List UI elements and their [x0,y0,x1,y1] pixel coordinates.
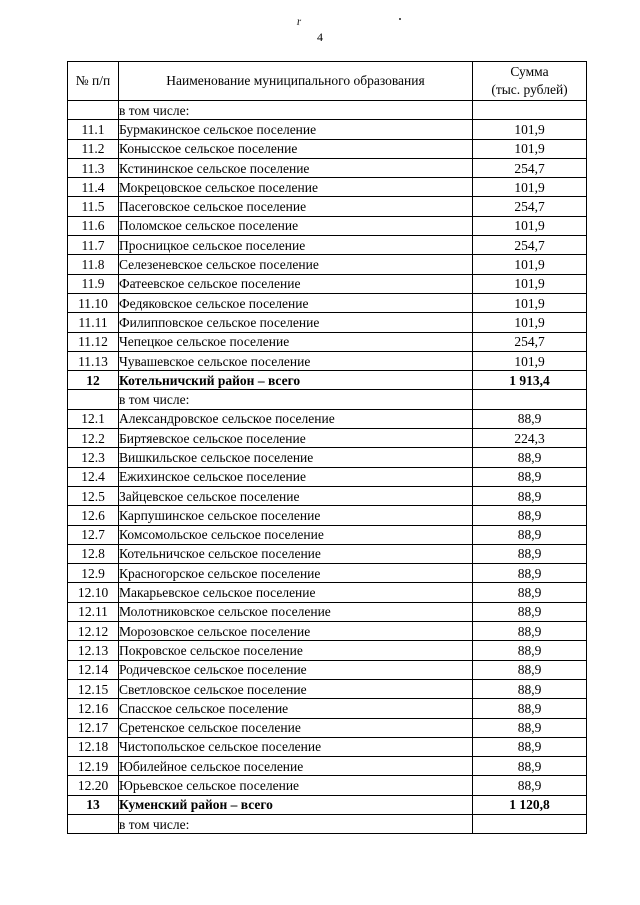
table-row [68,699,587,718]
row-number: 12.5 [68,486,119,505]
header-sum-unit: (тыс. рублей) [491,82,568,97]
row-amount: 88,9 [473,583,587,602]
row-amount: 254,7 [473,158,587,177]
table-header-row [68,62,587,101]
table-row [68,313,587,332]
row-name: Федяковское сельское поселение [119,293,473,312]
table-row [68,371,587,390]
table-row [68,101,587,120]
row-name: Мокрецовское сельское поселение [119,178,473,197]
row-number: 11.7 [68,236,119,255]
table-row [68,583,587,602]
row-amount: 88,9 [473,602,587,621]
table-row [68,776,587,795]
table-row [68,622,587,641]
row-number: 12.8 [68,544,119,563]
row-number: 12.15 [68,679,119,698]
table-row [68,293,587,312]
row-name: Комсомольское сельское поселение [119,525,473,544]
row-amount: 88,9 [473,737,587,756]
row-name: Фатеевское сельское поселение [119,274,473,293]
table-row [68,814,587,833]
table-row [68,139,587,158]
row-name: Макарьевское сельское поселение [119,583,473,602]
row-number: 13 [68,795,119,814]
table-row [68,178,587,197]
row-number: 11.11 [68,313,119,332]
row-number: 11.10 [68,293,119,312]
row-number: 12.16 [68,699,119,718]
row-amount: 88,9 [473,679,587,698]
row-number: 12.2 [68,429,119,448]
row-amount: 101,9 [473,120,587,139]
row-number: 12.9 [68,564,119,583]
row-amount [473,390,587,409]
row-name: Биртяевское сельское поселение [119,429,473,448]
table-row [68,409,587,428]
row-number: 12.14 [68,660,119,679]
row-amount: 88,9 [473,757,587,776]
row-amount: 88,9 [473,564,587,583]
row-name: Чистопольское сельское поселение [119,737,473,756]
row-number: 12.19 [68,757,119,776]
table-row [68,564,587,583]
row-number: 12 [68,371,119,390]
row-name: Бурмакинское сельское поселение [119,120,473,139]
table-row [68,467,587,486]
row-name: Зайцевское сельское поселение [119,486,473,505]
row-amount: 101,9 [473,139,587,158]
table-row [68,158,587,177]
table-row [68,332,587,351]
row-number: 12.3 [68,448,119,467]
row-amount: 101,9 [473,351,587,370]
table-row [68,236,587,255]
row-number: 12.17 [68,718,119,737]
table-row [68,274,587,293]
row-number [68,814,119,833]
row-name: Светловское сельское поселение [119,679,473,698]
scan-dot [399,18,401,20]
table-row [68,486,587,505]
row-name: в том числе: [119,101,473,120]
row-name: Кстининское сельское поселение [119,158,473,177]
table-row [68,602,587,621]
row-name: Юбилейное сельское поселение [119,757,473,776]
row-amount [473,814,587,833]
scan-mark: r [296,13,303,29]
table-row [68,390,587,409]
row-number [68,101,119,120]
row-number: 11.5 [68,197,119,216]
row-name: в том числе: [119,814,473,833]
row-amount [473,101,587,120]
row-name: Котельничский район – всего [119,371,473,390]
header-name: Наименование муниципального образования [119,62,473,101]
row-name: Сретенское сельское поселение [119,718,473,737]
row-number [68,390,119,409]
row-amount: 88,9 [473,467,587,486]
row-number: 11.2 [68,139,119,158]
row-amount: 1 120,8 [473,795,587,814]
table-row [68,525,587,544]
row-number: 11.8 [68,255,119,274]
row-name: Конысское сельское поселение [119,139,473,158]
row-name: Родичевское сельское поселение [119,660,473,679]
row-number: 12.11 [68,602,119,621]
row-amount: 88,9 [473,776,587,795]
row-amount: 88,9 [473,641,587,660]
row-number: 12.20 [68,776,119,795]
row-name: Филипповское сельское поселение [119,313,473,332]
row-amount: 101,9 [473,293,587,312]
table-row [68,757,587,776]
row-name: Чепецкое сельское поселение [119,332,473,351]
row-number: 11.3 [68,158,119,177]
row-name: Пасеговское сельское поселение [119,197,473,216]
row-amount: 1 913,4 [473,371,587,390]
row-name: Чувашевское сельское поселение [119,351,473,370]
row-name: в том числе: [119,390,473,409]
row-name: Поломское сельское поселение [119,216,473,235]
table-row [68,544,587,563]
row-name: Вишкильское сельское поселение [119,448,473,467]
row-number: 11.1 [68,120,119,139]
row-amount: 224,3 [473,429,587,448]
row-number: 12.6 [68,506,119,525]
row-amount: 101,9 [473,274,587,293]
row-name: Молотниковское сельское поселение [119,602,473,621]
row-name: Селезеневское сельское поселение [119,255,473,274]
row-name: Карпушинское сельское поселение [119,506,473,525]
row-amount: 101,9 [473,255,587,274]
table-row [68,795,587,814]
row-name: Котельничское сельское поселение [119,544,473,563]
allocation-table [67,61,587,834]
row-amount: 101,9 [473,313,587,332]
row-number: 12.7 [68,525,119,544]
row-number: 12.4 [68,467,119,486]
table-row [68,641,587,660]
table-row [68,216,587,235]
row-amount: 88,9 [473,525,587,544]
row-amount: 88,9 [473,544,587,563]
row-name: Юрьевское сельское поселение [119,776,473,795]
row-amount: 101,9 [473,216,587,235]
row-number: 11.9 [68,274,119,293]
row-amount: 254,7 [473,197,587,216]
table-row [68,718,587,737]
row-amount: 88,9 [473,506,587,525]
table-row [68,660,587,679]
row-number: 11.4 [68,178,119,197]
row-number: 12.18 [68,737,119,756]
header-sum [473,62,587,101]
row-amount: 88,9 [473,699,587,718]
row-name: Куменский район – всего [119,795,473,814]
row-name: Красногорское сельское поселение [119,564,473,583]
row-amount: 88,9 [473,718,587,737]
table-row [68,448,587,467]
row-amount: 88,9 [473,448,587,467]
row-number: 12.13 [68,641,119,660]
table-row [68,197,587,216]
row-number: 11.6 [68,216,119,235]
row-name: Морозовское сельское поселение [119,622,473,641]
row-number: 11.12 [68,332,119,351]
header-sum-title: Сумма [510,64,549,79]
table-row [68,679,587,698]
row-name: Ежихинское сельское поселение [119,467,473,486]
row-name: Просницкое сельское поселение [119,236,473,255]
table-row [68,737,587,756]
table-row [68,506,587,525]
row-name: Покровское сельское поселение [119,641,473,660]
row-number: 11.13 [68,351,119,370]
row-amount: 88,9 [473,409,587,428]
table-row [68,351,587,370]
header-number: № п/п [68,62,119,101]
row-amount: 254,7 [473,332,587,351]
table-row [68,255,587,274]
table-row [68,429,587,448]
row-name: Спасское сельское поселение [119,699,473,718]
row-amount: 88,9 [473,486,587,505]
page-number: 4 [317,30,323,44]
row-amount: 88,9 [473,660,587,679]
row-number: 12.12 [68,622,119,641]
table-row [68,120,587,139]
row-amount: 88,9 [473,622,587,641]
row-number: 12.10 [68,583,119,602]
row-amount: 101,9 [473,178,587,197]
row-amount: 254,7 [473,236,587,255]
row-name: Александровское сельское поселение [119,409,473,428]
row-number: 12.1 [68,409,119,428]
